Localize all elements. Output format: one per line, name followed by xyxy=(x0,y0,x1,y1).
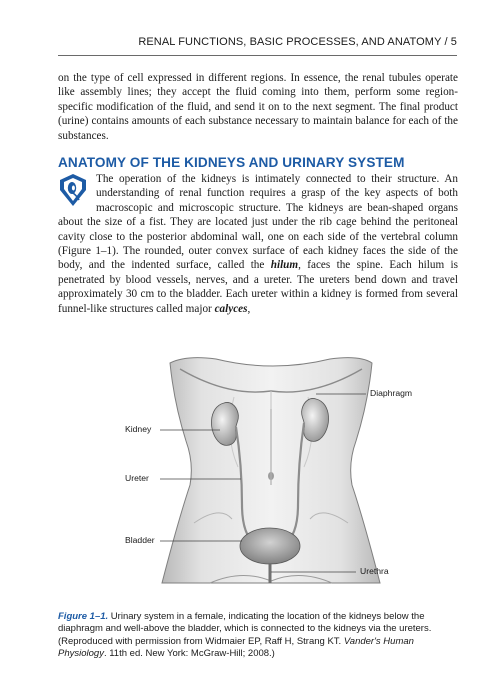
anatomy-text-part1: The operation of the kidneys is intimately connected to their structure. An understanding of renal function requires a grasp of the key aspects of both macroscopic and microscopic structure. The kidneys are bean-shaped organs about the size of a fist. They are located just under the rib cage behind the peritoneal cavity close to the posterior abdominal wall, one on each side of the vertebral column (Figure 1–1). The rounded, outer convex surface of each kidney faces the side of the body, and the indented surface, called the xyxy=(58,173,458,272)
caption-text-1: Urinary system in a female, indicating the location of the kidneys below the diaphragm and well-above the bladder, which is connected to the kidneys via the ureters. (Reproduced with permission from Widmaier EP, Raff H, Strang KT. xyxy=(58,611,432,647)
running-head xyxy=(138,36,457,48)
figure-number: Figure 1–1. xyxy=(58,611,109,622)
figure-caption xyxy=(58,611,460,661)
anatomy-text-part3: , xyxy=(247,302,251,315)
term-hilum: hilum xyxy=(270,259,299,272)
label-bladder: Bladder xyxy=(125,535,155,545)
page-number: 5 xyxy=(450,36,457,48)
bladder-organ xyxy=(240,528,300,564)
running-head-separator: / xyxy=(441,36,451,48)
running-head-title: RENAL FUNCTIONS, BASIC PROCESSES, AND ANATOMY xyxy=(138,36,442,48)
caption-book-title: Vander's Human Physiology xyxy=(58,635,414,660)
label-urethra: Urethra xyxy=(360,566,389,576)
caption-text-2: . 11th ed. New York: McGraw-Hill; 2008.) xyxy=(103,648,275,660)
icon-wrap-spacer xyxy=(58,172,96,214)
anatomy-text-part2: , faces the spine. Each hilum is penetrated by blood vessels, nerves, and a ureter. The ureters bend down and travel approximately 30 cm to the bladder. Each ureter within a kidney is formed from several funnel-like structures called major xyxy=(58,259,459,315)
section-heading: ANATOMY OF THE KIDNEYS AND URINARY SYSTEM xyxy=(58,155,405,170)
term-calyces: calyces xyxy=(214,302,248,315)
label-kidney: Kidney xyxy=(125,424,152,434)
intro-paragraph: on the type of cell expressed in different regions. In essence, the renal tubules operate like assembly lines; they accept the fluid coming into them, perform some region-specific modification of the fluid, and send it on to the next segment. The final product (urine) contains amounts of each substance necessary to maintain balance for each of the substances. xyxy=(58,72,458,142)
urinary-system-figure xyxy=(118,355,456,585)
label-diaphragm: Diaphragm xyxy=(370,388,413,398)
anatomy-paragraph xyxy=(58,172,458,316)
label-ureter: Ureter xyxy=(125,473,149,483)
header-rule xyxy=(58,55,457,56)
